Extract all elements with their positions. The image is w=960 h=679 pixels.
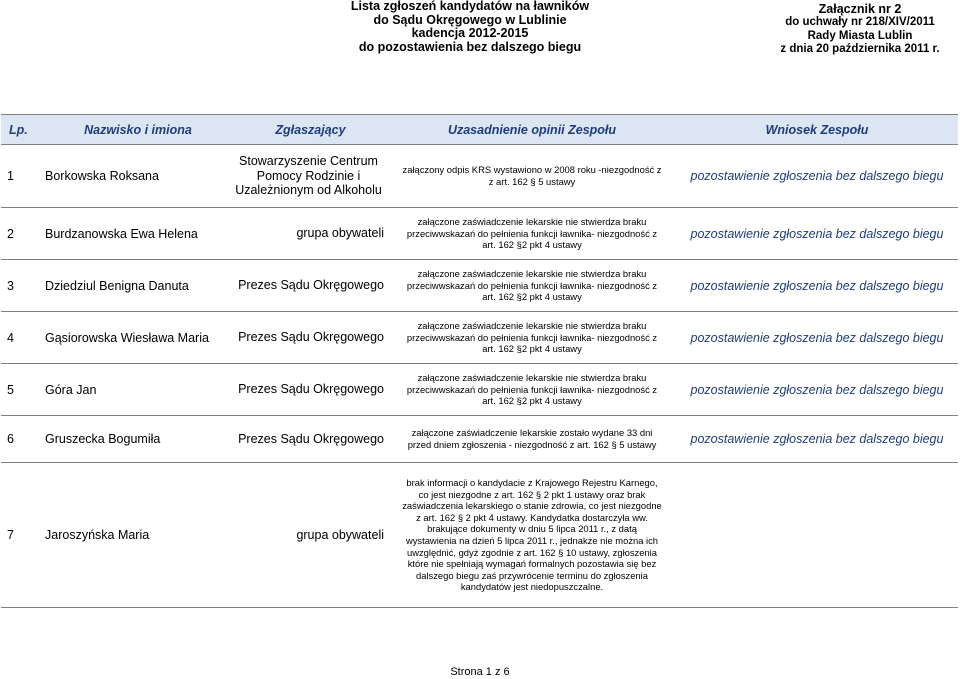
candidate-name: Dziedziul Benigna Danuta bbox=[43, 260, 233, 312]
table-row bbox=[1, 260, 958, 312]
motion: pozostawienie zgłoszenia bez dalszego biegu bbox=[676, 416, 958, 463]
reason-line: art. 162 §2 pkt 4 ustawy bbox=[482, 239, 582, 251]
reason-line: kandydatów jest niedopuszczalne. bbox=[460, 581, 604, 593]
submitter bbox=[233, 260, 388, 312]
submitter-line: Pomocy Rodzinie i bbox=[256, 168, 361, 183]
motion: pozostawienie zgłoszenia bez dalszego biegu bbox=[676, 312, 958, 364]
row-number: 2 bbox=[1, 208, 43, 260]
row-number: 5 bbox=[1, 364, 43, 416]
submitter bbox=[233, 312, 388, 364]
candidate-name: Burdzanowska Ewa Helena bbox=[43, 208, 233, 260]
attachment-number: Załącznik nr 2 bbox=[818, 2, 902, 16]
column-header-motion: Wniosek Zespołu bbox=[676, 115, 958, 145]
reason-line: załączone zaświadczenie lekarskie nie stwierdza braku bbox=[417, 320, 647, 332]
title-line: do Sądu Okręgowego w Lublinie bbox=[373, 12, 567, 27]
reason-line: przeciwwskazań do pełnienia funkcji ławnika- niezgodność z bbox=[406, 331, 658, 343]
table-row bbox=[1, 145, 958, 208]
reason-line: uwzględnić, gdyż zgodnie z art. 162 § 10 ustawy, zgłoszenia bbox=[407, 546, 657, 558]
reason-line: załączone zaświadczenie lekarskie nie stwierdza braku bbox=[417, 268, 647, 280]
row-number: 6 bbox=[1, 416, 43, 463]
table-row bbox=[1, 364, 958, 416]
reason-line: art. 162 §2 pkt 4 ustawy bbox=[482, 395, 582, 407]
reason bbox=[388, 364, 676, 416]
page-footer: Strona 1 z 6 bbox=[450, 666, 510, 678]
motion: pozostawienie zgłoszenia bez dalszego biegu bbox=[676, 260, 958, 312]
submitter-line: Prezes Sądu Okręgowego bbox=[238, 431, 384, 446]
reason-line: załączony odpis KRS wystawiono w 2008 roku -niezgodność z bbox=[402, 164, 662, 176]
table-header-row bbox=[1, 115, 958, 145]
reason-line: co jest niezgodne z art. 162 § 2 pkt 1 ustawy oraz brak bbox=[418, 488, 646, 500]
row-number: 4 bbox=[1, 312, 43, 364]
reason-line: przeciwwskazań do pełnienia funkcji ławnika- niezgodność z bbox=[406, 279, 658, 291]
reason bbox=[388, 260, 676, 312]
candidate-name: Gruszecka Bogumiła bbox=[43, 416, 233, 463]
reason-line: z art. 162 § 2 pkt 4 ustawy. Kandydatka dostarczyła ww. bbox=[416, 511, 648, 523]
resolution-number: do uchwały nr 218/XIV/2011 bbox=[785, 16, 935, 29]
submitter bbox=[233, 364, 388, 416]
reason bbox=[388, 463, 676, 608]
submitter-line: grupa obywateli bbox=[296, 226, 384, 241]
reason-line: art. 162 §2 pkt 4 ustawy bbox=[482, 291, 582, 303]
attachment-header bbox=[760, 3, 960, 56]
table-row bbox=[1, 208, 958, 260]
title-line: do pozostawienia bez dalszego biegu bbox=[358, 39, 582, 54]
column-header-submitter: Zgłaszający bbox=[233, 115, 388, 145]
submitter bbox=[233, 208, 388, 260]
table-row bbox=[1, 416, 958, 463]
submitter bbox=[233, 145, 388, 208]
motion: pozostawienie zgłoszenia bez dalszego biegu bbox=[676, 364, 958, 416]
council-name: Rady Miasta Lublin bbox=[807, 29, 913, 42]
candidates-table bbox=[1, 114, 958, 608]
submitter-line: Uzależnionym od Alkoholu bbox=[235, 183, 382, 198]
reason-line: załączone zaświadczenie lekarskie zostało wydane 33 dni bbox=[411, 427, 653, 439]
reason-line: z art. 162 § 5 ustawy bbox=[488, 176, 576, 187]
reason-line: załączone zaświadczenie lekarskie nie stwierdza braku bbox=[417, 216, 647, 228]
submitter-line: grupa obywateli bbox=[296, 527, 384, 542]
submitter bbox=[233, 463, 388, 608]
motion bbox=[676, 463, 958, 608]
candidate-name: Góra Jan bbox=[43, 364, 233, 416]
reason-line: brakujące dokumenty w dniu 5 lipca 2011 r., z datą bbox=[427, 523, 637, 535]
submitter-line: Stowarzyszenie Centrum bbox=[239, 154, 378, 169]
submitter bbox=[233, 416, 388, 463]
reason-line: przeciwwskazań do pełnienia funkcji ławnika- niezgodność z bbox=[406, 227, 658, 239]
reason-line: załączone zaświadczenie lekarskie nie stwierdza braku bbox=[417, 372, 647, 384]
reason-line: brak informacji o kandydacie z Krajowego Rejestru Karnego, bbox=[406, 477, 658, 489]
table-row bbox=[1, 463, 958, 608]
reason-line: art. 162 §2 pkt 4 ustawy bbox=[482, 343, 582, 355]
motion: pozostawienie zgłoszenia bez dalszego biegu bbox=[676, 208, 958, 260]
reason bbox=[388, 312, 676, 364]
reason bbox=[388, 208, 676, 260]
submitter-line: Prezes Sądu Okręgowego bbox=[238, 382, 384, 397]
reason-line: zaświadczenia lekarskiego o stanie zdrowia, co jest niezgodne bbox=[402, 500, 662, 512]
reason-line: dalszego biegu zaś przywrócenie terminu do zgłoszenia bbox=[416, 569, 648, 581]
reason bbox=[388, 416, 676, 463]
reason-line: przeciwwskazań do pełnienia funkcji ławnika- niezgodność z bbox=[406, 383, 658, 395]
title-line: Lista zgłoszeń kandydatów na ławników bbox=[350, 0, 590, 13]
column-header-name: Nazwisko i imiona bbox=[43, 115, 233, 145]
row-number: 3 bbox=[1, 260, 43, 312]
column-header-reason: Uzasadnienie opinii Zespołu bbox=[388, 115, 676, 145]
row-number: 7 bbox=[1, 463, 43, 608]
reason bbox=[388, 145, 676, 208]
motion: pozostawienie zgłoszenia bez dalszego biegu bbox=[676, 145, 958, 208]
table-row bbox=[1, 312, 958, 364]
row-number: 1 bbox=[1, 145, 43, 208]
title-line: kadencja 2012-2015 bbox=[411, 26, 529, 41]
candidate-name: Borkowska Roksana bbox=[43, 145, 233, 208]
column-header-lp: Lp. bbox=[1, 115, 43, 145]
submitter-line: Prezes Sądu Okręgowego bbox=[238, 278, 384, 293]
reason-line: wystawienia na dzień 5 lipca 2011 r., jednakże nie można ich bbox=[405, 535, 659, 546]
reason-line: przed dniem zgłoszenia - niezgodność z art. 162 § 5 ustawy bbox=[407, 439, 657, 450]
resolution-date: z dnia 20 października 2011 r. bbox=[780, 42, 940, 55]
submitter-line: Prezes Sądu Okręgowego bbox=[238, 330, 384, 345]
document-title bbox=[345, 0, 595, 54]
candidate-name: Jaroszyńska Maria bbox=[43, 463, 233, 608]
candidate-name: Gąsiorowska Wiesława Maria bbox=[43, 312, 233, 364]
reason-line: które nie spełniają wymagań formalnych pozostawia się bez bbox=[407, 558, 657, 570]
